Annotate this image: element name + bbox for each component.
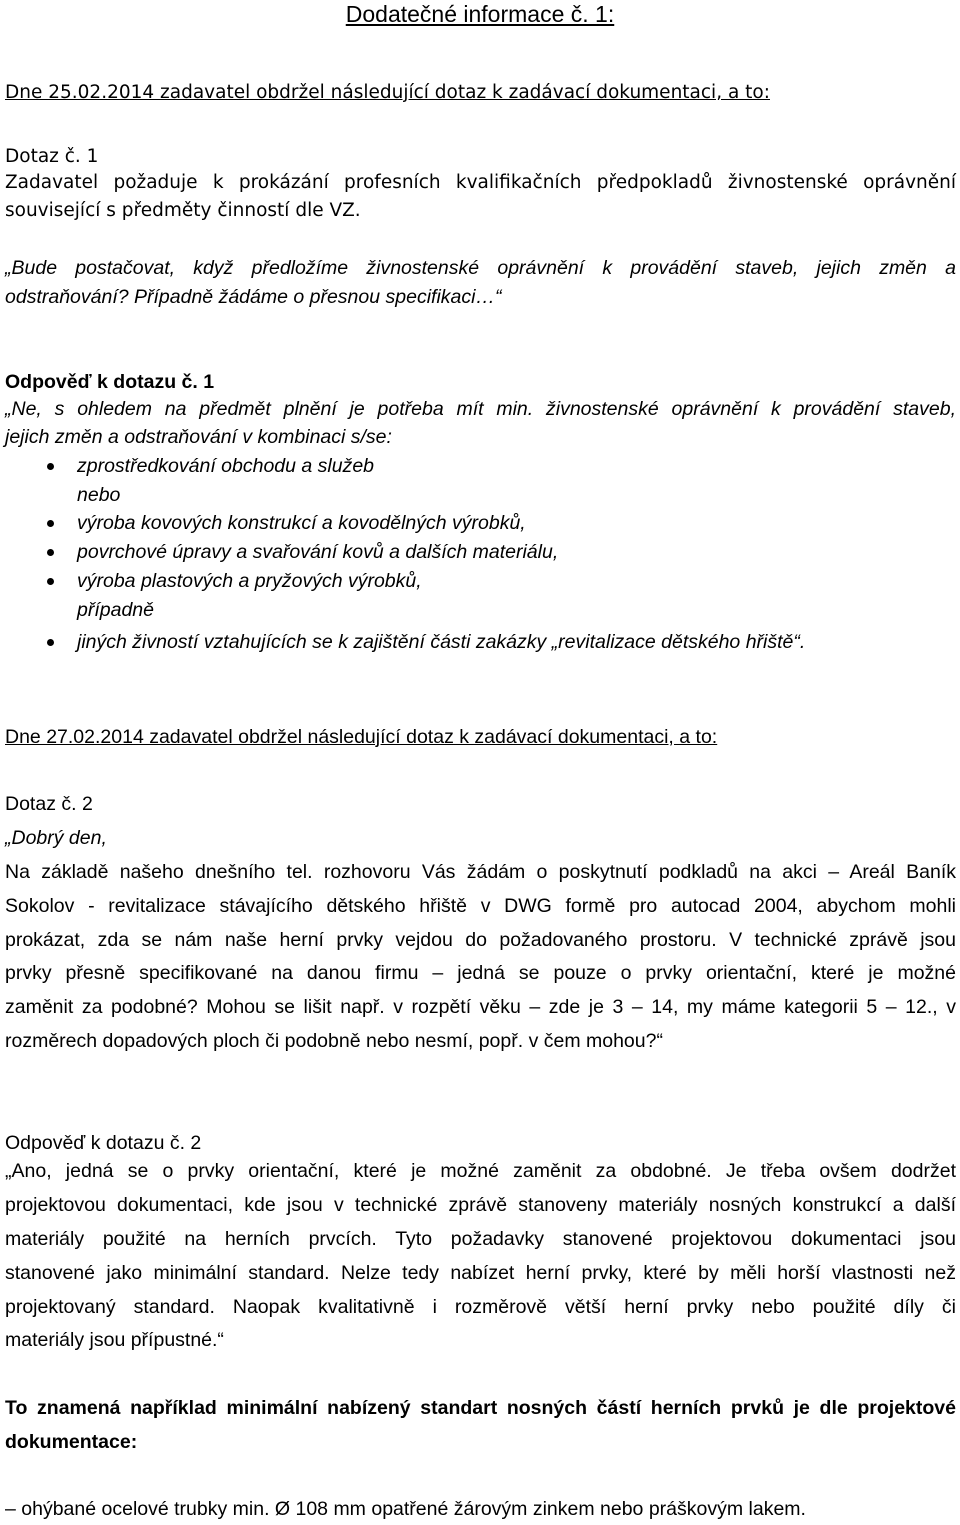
answer-2-line: projektovou dokumentaci, kde jsou v technické zprávě stanoveny materiály nosných konstrukcí a další — [5, 1194, 956, 1216]
query-1-text-line-1: Zadavatel požaduje k prokázání profesních kvalifikačních předpokladů živnostenské oprávnění — [5, 172, 956, 193]
query-2-greeting: „Dobrý den, — [5, 827, 107, 849]
standard-line-2: dokumentace: — [5, 1431, 138, 1453]
bullet-icon — [47, 639, 54, 646]
standard-line-1: To znamená například minimální nabízený standart nosných částí herních prvků je dle projektové — [5, 1397, 956, 1419]
answer-1-list-item: zprostředkování obchodu a služeb — [77, 455, 375, 477]
document-title: Dodatečné informace č. 1: — [345, 1, 615, 27]
query-1-heading: Dotaz č. 1 — [5, 146, 99, 167]
query-2-line: rozměrech dopadových ploch či podobně nebo nesmí, popř. v čem mohou?“ — [5, 1030, 663, 1052]
bullet-icon — [47, 520, 54, 527]
query-1-quote-line-1: „Bude postačovat, když předložíme živnostenské oprávnění k provádění staveb, jejich změn a — [5, 257, 956, 279]
answer-1-list-item: výroba kovových konstrukcí a kovodělných výrobků, — [77, 512, 526, 534]
query-1-quote-line-2: odstraňování? Případně žádáme o přesnou specifikaci…“ — [5, 286, 502, 308]
answer-2-heading: Odpověď k dotazu č. 2 — [5, 1132, 202, 1154]
query-1-date-line: Dne 25.02.2014 zadavatel obdržel následující dotaz k zadávací dokumentaci, a to: — [5, 82, 770, 103]
answer-1-list-item: jiných živností vztahujících se k zajištění části zakázky „revitalizace dětského hřiště“. — [77, 631, 806, 653]
answer-2-line: materiály jsou přípustné.“ — [5, 1329, 224, 1351]
answer-1-list-item: výroba plastových a pryžových výrobků, — [77, 570, 422, 592]
query-2-line: Sokolov - revitalizace stávajícího dětského hřiště v DWG formě pro autocad 2004, abychom mohli — [5, 895, 956, 917]
bullet-icon — [47, 549, 54, 556]
query-2-line: Na základě našeho dnešního tel. rozhovoru Vás žádám o poskytnutí podkladů na akci – Areál Baník — [5, 861, 956, 883]
answer-2-line: materiály použité na herních prvcích. Tyto požadavky stanovené projektovou dokumentaci jsou — [5, 1228, 956, 1250]
answer-1-line-1: „Ne, s ohledem na předmět plnění je potřeba mít min. živnostenské oprávnění k provádění staveb, — [5, 398, 956, 420]
query-2-date-line: Dne 27.02.2014 zadavatel obdržel následující dotaz k zadávací dokumentaci, a to: — [5, 726, 718, 748]
answer-1-list-connector: případně — [77, 599, 154, 621]
query-1-text-line-2: související s předměty činností dle VZ. — [5, 200, 361, 221]
answer-1-line-2: jejich změn a odstraňování v kombinaci s/se: — [5, 426, 392, 448]
answer-2-line: „Ano, jedná se o prvky orientační, které je možné zaměnit za obdobné. Je třeba ovšem dodržet — [5, 1160, 956, 1182]
answer-1-list-connector: nebo — [77, 484, 121, 506]
bullet-icon — [47, 578, 54, 585]
answer-2-line: projektovaný standard. Naopak kvalitativně i rozměrově větší herní prvky nebo použité díly či — [5, 1296, 956, 1318]
query-2-line: zaměnit za podobné? Mohou se lišit např. v rozpětí věku – zde je 3 – 14, my máme kategorii 5 – 12., v — [5, 996, 956, 1018]
query-2-line: prokázat, zda se nám naše herní prvky vejdou do požadovaného prostoru. V technické zprávě jsou — [5, 929, 956, 951]
answer-1-heading: Odpověď k dotazu č. 1 — [5, 371, 215, 393]
answer-1-list-item: povrchové úpravy a svařování kovů a dalších materiálu, — [77, 541, 559, 563]
query-2-line: prvky přesně specifikované na danou firmu – jedná se pouze o prvky orientační, které je možné — [5, 962, 956, 984]
bullet-icon — [47, 463, 54, 470]
answer-2-line: stanovené jako minimální standard. Nelze tedy nabízet herní prvky, které by měli horší vlastnosti než — [5, 1262, 956, 1284]
query-2-heading: Dotaz č. 2 — [5, 793, 93, 815]
standard-item: – ohýbané ocelové trubky min. Ø 108 mm opatřené žárovým zinkem nebo práškovým lakem. — [5, 1498, 806, 1520]
